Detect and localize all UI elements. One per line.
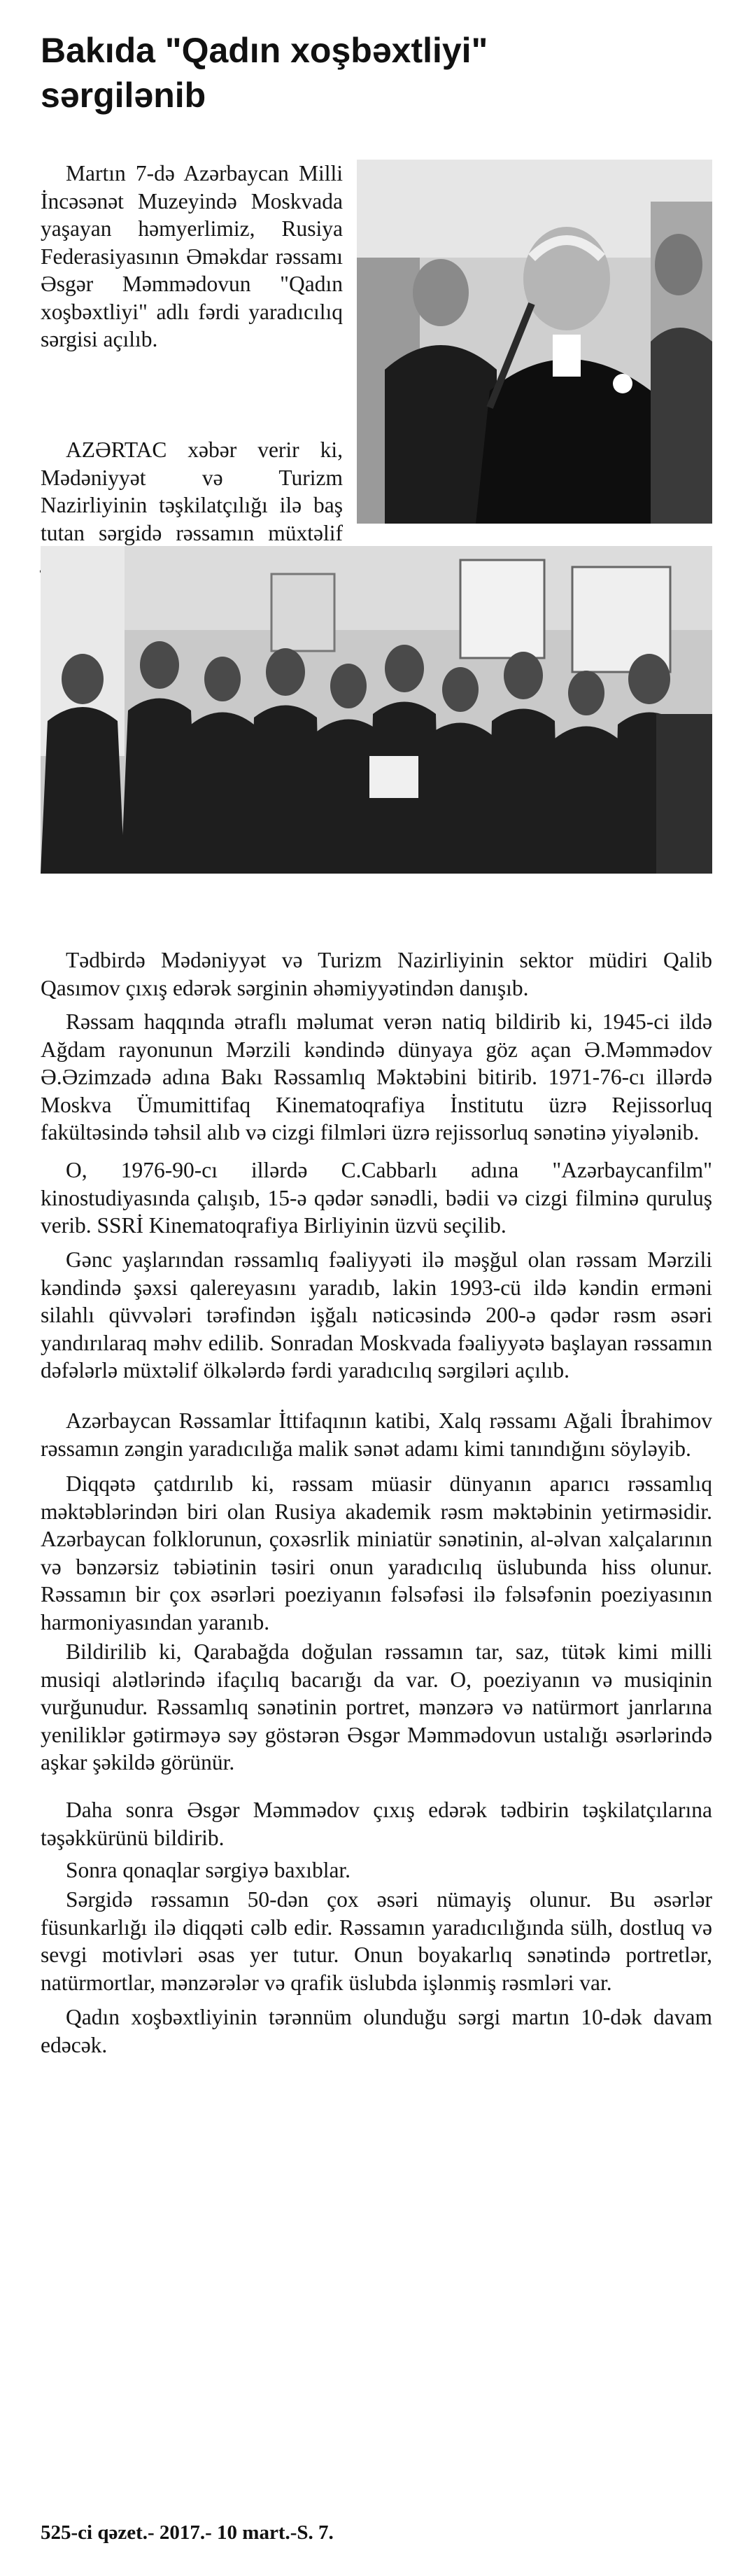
headline-line-2: sərgilənib: [41, 76, 206, 115]
intro-paragraph: [41, 160, 343, 354]
paragraph-9: Sonra qonaqlar sərgiyə baxıblar.: [66, 1858, 351, 1882]
paragraph-6: Diqqətə çatdırılıb ki, rəssam müasir dünyanın aparıcı rəssamlıq məktəblərindən biri olan Rusiya akademik rəsm məktəbinin yetirməsidir. Azərbaycan folklorunun, çoxəsrlik miniatür sənətinin, al-əlvan xalçalarının və bənzərsiz təbiətinin təsiri onun yaradıcılıq üslubunda hiss olunur. Rəssamın bir çox əsərləri poeziyanın fəlsəfəsi ilə fəlsəfənin poeziyasının harmoniyasından yaranıb.: [41, 1471, 712, 1634]
photo-exhibition-crowd-image: [41, 546, 712, 874]
paragraph-1: Tədbirdə Mədəniyyət və Turizm Nazirliyinin sektor müdiri Qalib Qasımov çıxış edərək sərginin əhəmiyyətindən danışıb.: [41, 948, 712, 1000]
paragraph-5: Azərbaycan Rəssamlar İttifaqının katibi, Xalq rəssamı Ağali İbrahimov rəssamın zəngin yaradıcılığa malik sənət adamı kimi tanındığını söyləyib.: [41, 1408, 712, 1461]
paragraph-4: Gənc yaşlarından rəssamlıq fəaliyyəti ilə məşğul olan rəssam Mərzili kəndində şəxsi qalereyasını yaradıb, lakin 1993-cü ildə kəndin erməni silahlı qüvvələri tərəfindən işğalı nəticəsində 200-ə qədər rəsm əsəri yandırılaraq məhv edilib. Sonradan Moskvada fəaliyyətə başlayan rəssamın dəfələrlə müxtəlif ölkələrdə fərdi yaradıcılıq sərgiləri açılıb.: [41, 1247, 712, 1382]
lead-text: AZƏRTAC xəbər verir ki, Mədəniyyət və Turizm Nazirliyinin təşkilatçılığı ilə baş tutan sərgidə rəssamın müxtəlif: [41, 438, 343, 545]
photo-artist-speaking-image: [357, 160, 712, 524]
paragraph-11: Qadın xoşbəxtliyinin tərənnüm olunduğu sərgi martın 10-dək davam edəcək.: [41, 2005, 712, 2057]
intro-text: Martın 7-də Azərbaycan Milli İncəsənət Muzeyində Moskvada yaşayan həmyerlimiz, Rusiya Federasiyasının Əməkdar rəssamı Əsgər Məmmədovun "Qadın xoşbəxtliyi" adlı fərdi yaradıcılıq sərgisi açılıb.: [41, 161, 343, 351]
paragraph-8: Daha sonra Əsgər Məmmədov çıxış edərək tədbirin təşkilatçılarına təşəkkürünü bildirib.: [41, 1798, 712, 1850]
photo-artist-speaking: [357, 160, 712, 524]
paragraph-3: O, 1976-90-cı illərdə C.Cabbarlı adına "Azərbaycanfilm" kinostudiyasında çalışıb, 15-ə qədər sənədli, bədii və cizgi filminə quruluş verib. SSRİ Kinematoqrafiya Birliyinin üzvü seçilib.: [41, 1158, 712, 1238]
paragraph-10: Sərgidə rəssamın 50-dən çox əsəri nümayiş olunur. Bu əsərlər füsunkarlığı ilə diqqəti cəlb edir. Rəssamın yaradıcılığında sülh, dostluq və sevgi motivləri əsas yer tutur. Onun boyakarlıq sənətində portretlər, natürmortlar, mənzərələr və qrafik üslubda işlənmiş rəsmləri var.: [41, 1887, 712, 1995]
paragraph-7: Bildirilib ki, Qarabağda doğulan rəssamın tar, saz, tütək kimi milli musiqi alətlərində ifaçılıq bacarığı da var. O, poeziyanın və musiqinin vurğunudur. Rəssamlıq sənətinin portret, mənzərə və natürmort janrlarına yeniliklər gətirməyə səy göstərən Əsgər Məmmədovun ustalığı əsərlərində aşkar şəkildə görünür.: [41, 1639, 712, 1774]
photo-exhibition-crowd: [41, 546, 712, 874]
paragraph-2: Rəssam haqqında ətraflı məlumat verən natiq bildirib ki, 1945-ci ildə Ağdam rayonunun Mərzili kəndində dünyaya göz açan Ə.Məmmədov Ə.Əzimzadə adına Bakı Rəssamlıq Məktəbini bitirib. 1971-76-cı illərdə Moskva Ümumittifaq Kinematoqrafiya İnstitutu üzrə Rejissorluq fakültəsində təhsil alıb və cizgi filmləri üzrə rejissorluq sənətinə yiyələnib.: [41, 1009, 712, 1144]
article-headline: [41, 28, 712, 118]
source-footer: 525-ci qəzet.- 2017.- 10 mart.-S. 7.: [41, 2521, 334, 2544]
headline-line-1: Bakıda "Qadın xoşbəxtliyi": [41, 31, 488, 70]
